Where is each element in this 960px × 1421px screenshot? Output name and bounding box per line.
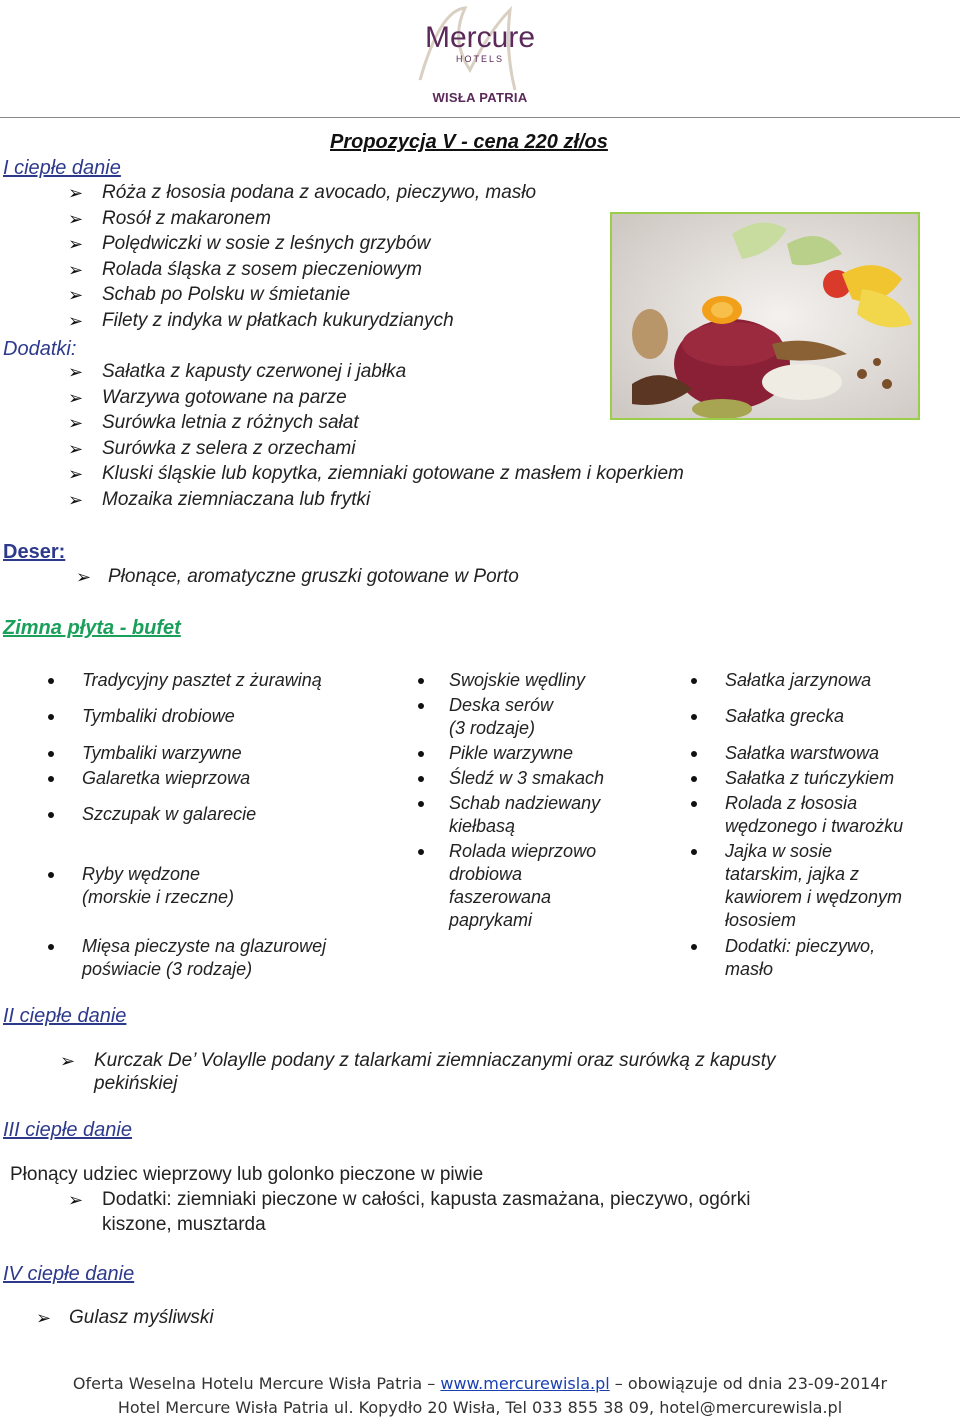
arrow-bullet-icon: ➢ [68,234,84,255]
buffet-item-cont: masło [725,959,774,979]
buffet-item-cont: drobiowa [449,864,523,884]
arrow-bullet-icon: ➢ [68,311,84,331]
bullet-dot-icon [418,801,424,807]
list-item-text: Sałatka z kapusty czerwonej i jabłka [102,361,407,382]
bullet-dot-icon [48,776,54,782]
list-item-text: Rolada śląska z sosem pieczeniowym [102,258,422,280]
buffet-item-cont: wędzonego i twarożku [725,816,904,836]
buffet-item-cont: (3 rodzaje) [449,718,536,738]
buffet-item-cont: faszerowana [449,887,552,907]
bullet-dot-icon [48,714,54,720]
buffet-item: Deska serów [449,695,554,715]
buffet-item: Rolada z łososia [725,793,858,813]
bullet-dot-icon [48,872,54,878]
arrow-bullet-icon: ➢ [68,208,84,229]
buffet-item-cont: tatarskim, jajka z [725,864,860,884]
bullet-dot-icon [691,849,697,855]
arrow-bullet-icon: ➢ [68,464,84,485]
list-item-text: Surówka letnia z różnych sałat [102,412,359,434]
buffet-item: Śledź w 3 smakach [449,768,605,788]
buffet-item: Sałatka z tuńczykiem [725,768,895,788]
hot1-title: I ciepłe danie [3,157,121,179]
buffet-item: Szczupak w galarecie [82,804,257,824]
bullet-dot-icon [418,678,424,684]
website-link[interactable]: www.mercurewisla.pl [440,1374,610,1393]
proposal-title: Propozycja V - cena 220 zł/os [330,131,608,153]
list-item-text: Rosół z makaronem [102,207,271,229]
buffet-item-cont: łososiem [725,910,797,930]
bullet-dot-icon [691,714,697,720]
list-item-text: Róża z łososia podana z avocado, pieczywo, masło [102,182,537,203]
bullet-dot-icon [48,678,54,684]
buffet-item: Ryby wędzone [82,864,201,884]
buffet-item: Sałatka jarzynowa [725,670,872,690]
list-item-text: Surówka z selera z orzechami [102,437,356,459]
food-photo [610,212,920,420]
arrow-bullet-icon: ➢ [68,490,84,510]
arrow-bullet-icon: ➢ [68,413,84,434]
list-item-text: Polędwiczki w sosie z leśnych grzybów [102,233,431,255]
logo-text: Mercure [424,21,536,54]
hot4-title: IV ciepłe danie [3,1263,135,1285]
arrow-bullet-icon: ➢ [36,1308,52,1328]
arrow-bullet-icon: ➢ [68,285,84,306]
buffet-item: Swojskie wędliny [449,670,586,690]
bullet-dot-icon [418,751,424,757]
buffet-item: Tradycyjny pasztet z żurawiną [82,670,322,690]
bullet-dot-icon [691,678,697,684]
list-item-text: Kluski śląskie lub kopytka, ziemniaki gotowane z masłem i koperkiem [102,463,684,485]
arrow-bullet-icon: ➢ [68,183,84,203]
bullet-dot-icon [418,849,424,855]
cold-title: Zimna płyta - bufet [3,617,181,639]
buffet-item-cont: kiełbasą [449,816,516,836]
buffet-item: Galaretka wieprzowa [82,768,251,788]
buffet-item-cont: kawiorem i wędzonym [725,887,903,907]
hot3-title: III ciepłe danie [3,1119,132,1141]
list-item-text: Mozaika ziemniaczana lub frytki [102,489,371,510]
bullet-dot-icon [691,751,697,757]
footer-line-2: Hotel Mercure Wisła Patria ul. Kopydło 20 Wisła, Tel 033 855 38 09, hotel@mercurewisla.pl [117,1398,843,1417]
buffet-item: Sałatka warstwowa [725,743,880,763]
footer-text: Oferta Weselna Hotelu Mercure Wisła Patria – [72,1374,441,1393]
hot3-line: Płonący udziec wieprzowy lub golonko pieczone w piwie [10,1164,484,1185]
buffet-item: Rolada wieprzowo [449,841,597,861]
arrow-bullet-icon: ➢ [68,438,84,459]
bullet-dot-icon [691,801,697,807]
buffet-item: Tymbaliki drobiowe [82,706,235,726]
arrow-bullet-icon: ➢ [68,1190,84,1210]
bullet-dot-icon [418,776,424,782]
bullet-dot-icon [48,812,54,818]
buffet-item: Pikle warzywne [449,743,574,763]
arrow-bullet-icon: ➢ [76,567,92,587]
buffet-item: Dodatki: pieczywo, [725,936,876,956]
bullet-dot-icon [418,703,424,709]
hotel-name: WISŁA PATRIA [432,90,528,105]
bullet-dot-icon [691,944,697,950]
arrow-bullet-icon: ➢ [60,1051,76,1071]
bullet-dot-icon [48,751,54,757]
arrow-bullet-icon: ➢ [68,259,84,280]
list-item-text: Filety z indyka w płatkach kukurydzianych [102,310,454,331]
bullet-dot-icon [48,944,54,950]
arrow-bullet-icon: ➢ [68,387,84,408]
bullet-dot-icon [691,776,697,782]
buffet-item-cont: (morskie i rzeczne) [82,887,235,907]
buffet-item: Schab nadziewany [449,793,601,813]
buffet-item: Sałatka grecka [725,706,845,726]
buffet-item: Jajka w sosie [725,841,833,861]
extras-title: Dodatki: [3,338,77,360]
buffet-item: Tymbaliki warzywne [82,743,242,763]
list-item-text: Warzywa gotowane na parze [102,386,347,408]
hot2-title: II ciepłe danie [3,1005,127,1027]
arrow-bullet-icon: ➢ [68,362,84,382]
footer-line-1 [0,1374,960,1393]
list-item-text: Schab po Polsku w śmietanie [102,284,351,306]
footer-date: – obowiązuje od dnia 23-09-2014r [609,1374,888,1393]
dessert-title: Deser: [3,541,66,563]
logo-sub: HOTELS [455,54,505,64]
buffet-item-cont: paprykami [449,910,533,930]
buffet-item: Mięsa pieczyste na glazurowej [82,936,327,956]
buffet-item-cont: poświacie (3 rodzaje) [82,959,253,979]
header-divider [0,117,960,118]
